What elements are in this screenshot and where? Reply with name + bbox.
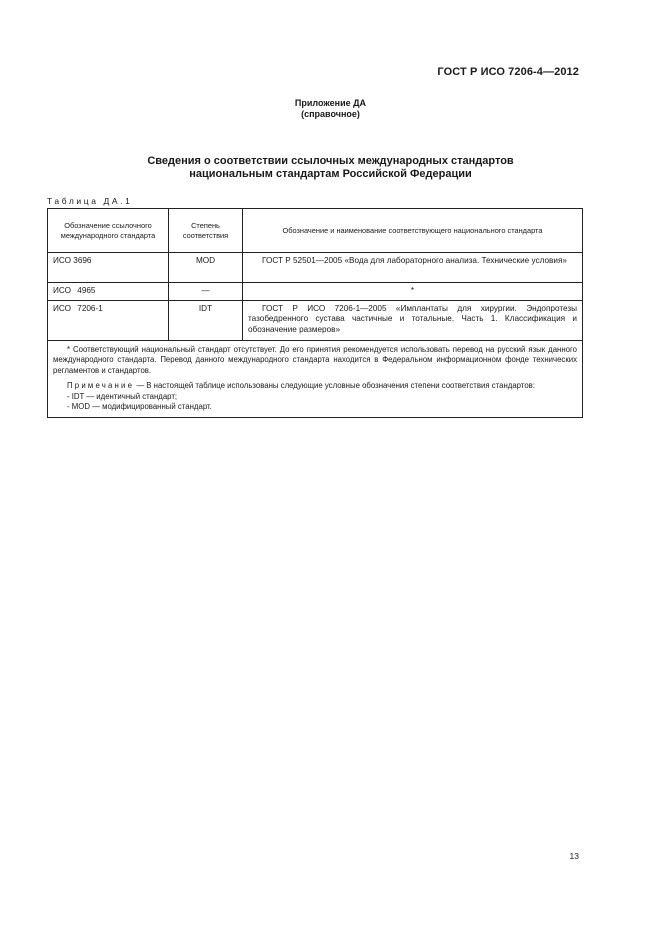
appendix-subtitle: (справочное) (301, 109, 360, 119)
notes-row (48, 340, 583, 417)
notes-cell (48, 340, 583, 417)
header-degree: Степень соответствия (169, 209, 243, 253)
note-text: — В настоящей таблице использованы следующие условные обозначения степени соответствия стандартов: (136, 381, 535, 390)
table-title-line-1: Сведения о соответствии ссылочных международных стандартов (147, 155, 514, 167)
note-item-idt: - IDT — идентичный стандарт; (67, 391, 178, 401)
note-paragraph (53, 381, 577, 392)
appendix-title: Приложение ДА (294, 98, 367, 108)
correspondence-table-wrapper (47, 208, 583, 418)
footnote: * Соответствующий национальный стандарт отсутствует. До его принятия рекомендуется использовать перевод на русский язык данного международного стандарта. Перевод данного международного стандарта находится в Федеральном информационном фонде технических регламентов и стандартов. (53, 344, 577, 375)
page-number: 13 (569, 851, 579, 861)
appendix-heading (0, 98, 661, 120)
table-header-row (48, 209, 583, 253)
cell-degree: IDT (169, 300, 243, 340)
correspondence-table (47, 208, 583, 418)
note-label: Примечание (67, 381, 135, 390)
table-title-line-2: национальным стандартам Российской Федерации (189, 168, 472, 180)
table-title (0, 155, 661, 181)
cell-ref-standard: ИСО 3696 (48, 253, 169, 283)
standard-code-header: ГОСТ Р ИСО 7206-4—2012 (437, 66, 579, 78)
cell-ref-standard: ИСО 4965 (48, 283, 169, 301)
note-item-mod: - MOD — модифицированный стандарт. (67, 402, 212, 411)
table-row (48, 283, 583, 301)
cell-national-standard: ГОСТ Р 52501—2005 «Вода для лабораторного анализа. Технические условия» (243, 253, 583, 283)
cell-national-standard: * (243, 283, 583, 301)
table-row (48, 253, 583, 283)
table-row (48, 300, 583, 340)
cell-national-standard: ГОСТ Р ИСО 7206-1—2005 «Имплантаты для хирургии. Эндопротезы тазобедренного сустава частичные и тотальные. Часть 1. Классификация и обозначение размеров» (243, 300, 583, 340)
cell-degree: — (169, 283, 243, 301)
cell-ref-standard: ИСО 7206-1 (48, 300, 169, 340)
cell-degree: MOD (169, 253, 243, 283)
table-caption: Таблица ДА.1 (47, 196, 133, 206)
header-ref-standard: Обозначение ссылочного международного стандарта (48, 209, 169, 253)
header-national-standard: Обозначение и наименование соответствующего национального стандарта (243, 209, 583, 253)
